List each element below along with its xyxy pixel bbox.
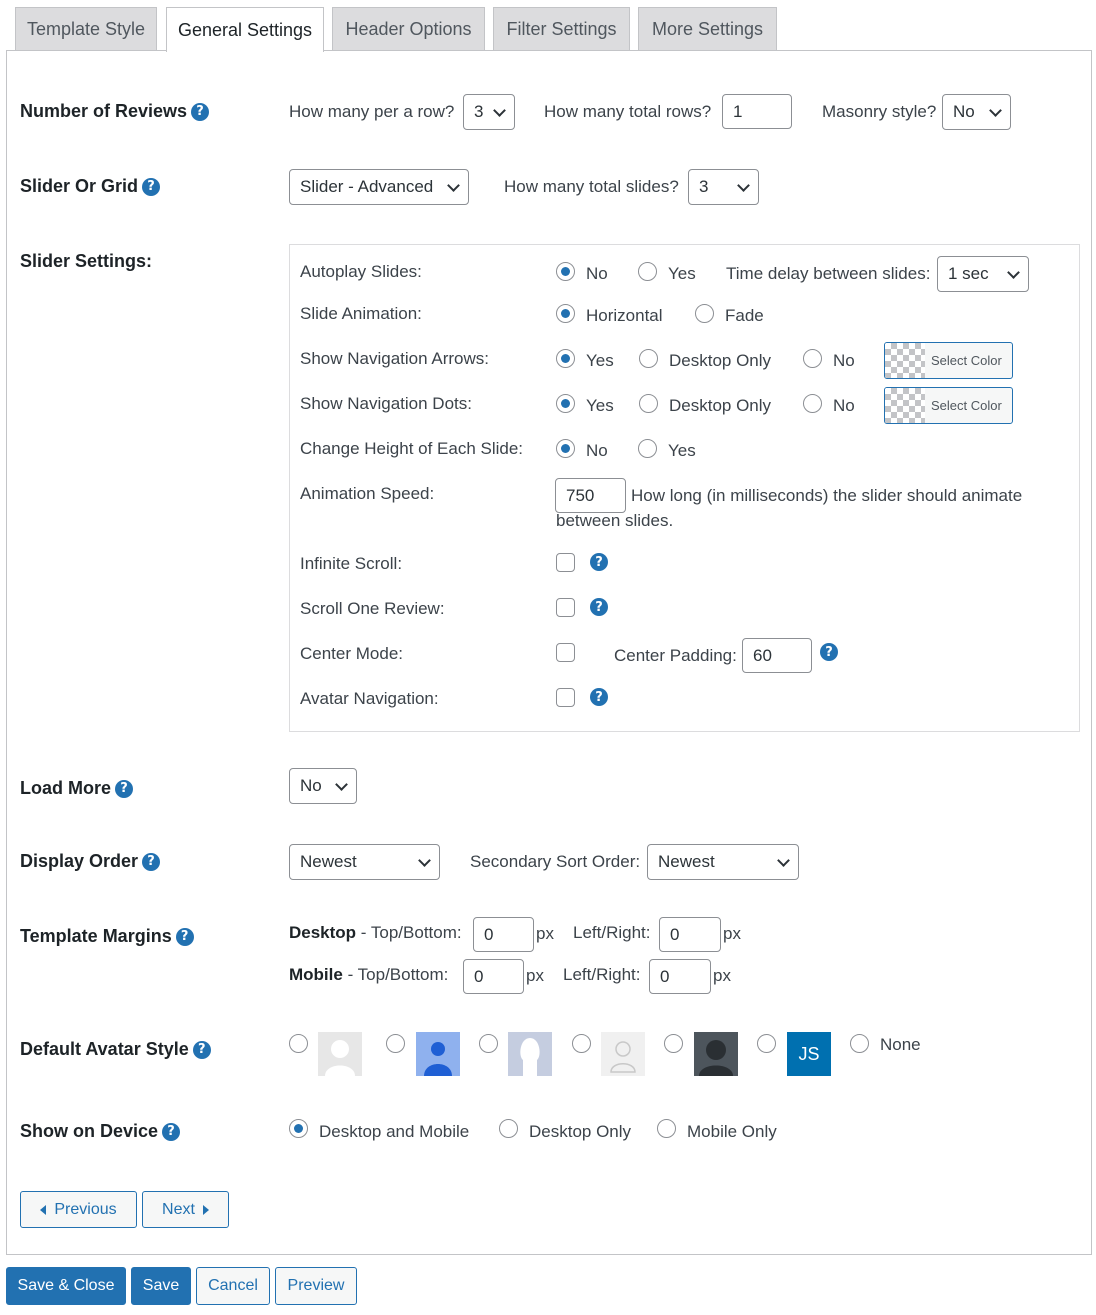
delay-select[interactable] <box>937 256 1029 292</box>
unit-label: px <box>536 924 554 943</box>
nav-arrows-no-label: No <box>833 351 855 370</box>
label-text: Template Margins <box>20 926 172 946</box>
desktop-left-right-input[interactable] <box>659 917 721 952</box>
delay-label: Time delay between slides: <box>726 264 931 283</box>
center-mode-checkbox[interactable] <box>556 643 575 662</box>
show-on-device-label <box>20 1121 180 1142</box>
help-icon[interactable]: ? <box>142 853 160 871</box>
label-text: Show on Device <box>20 1121 159 1141</box>
next-button[interactable] <box>142 1191 229 1228</box>
animation-label: Slide Animation: <box>300 304 422 323</box>
label-text: Slider Settings: <box>20 251 153 271</box>
center-mode-label: Center Mode: <box>300 644 403 663</box>
nav-dots-color-button[interactable] <box>884 387 1013 424</box>
avatar-outline-silhouette-icon <box>508 1032 552 1076</box>
animation-speed-desc-2: between slides. <box>556 511 674 530</box>
tab-template-style[interactable] <box>15 7 157 51</box>
input-value: 0 <box>660 966 670 986</box>
display-order-label <box>20 851 160 872</box>
infinite-scroll-label: Infinite Scroll: <box>300 554 403 573</box>
avatar-style-2-radio[interactable] <box>386 1034 405 1053</box>
top-bottom-label: Top/Bottom: <box>357 965 449 984</box>
save-close-button[interactable] <box>6 1267 126 1305</box>
left-right-label: Left/Right: <box>573 923 651 942</box>
center-padding-label: Center Padding: <box>614 646 737 665</box>
avatar-style-3-radio[interactable] <box>479 1034 498 1053</box>
nav-dots-yes-label: Yes <box>586 396 614 415</box>
nav-dots-no-radio[interactable] <box>803 394 822 413</box>
avatar-style-4-radio[interactable] <box>572 1034 591 1053</box>
tab-label: Header Options <box>345 19 472 39</box>
chevron-down-icon <box>1007 266 1020 279</box>
nav-arrows-no-radio[interactable] <box>803 349 822 368</box>
tab-label: General Settings <box>177 19 313 40</box>
select-value: No <box>300 776 322 795</box>
select-value: 3 <box>474 102 484 121</box>
input-value: 750 <box>566 485 595 505</box>
desktop-top-bottom-input[interactable] <box>473 917 534 952</box>
change-height-no-radio[interactable] <box>556 439 575 458</box>
help-icon[interactable]: ? <box>590 598 608 616</box>
avatar-nav-label: Avatar Navigation: <box>300 689 439 708</box>
center-padding-input[interactable] <box>742 638 812 673</box>
avatar-style-6-radio[interactable] <box>757 1034 776 1053</box>
color-button-label: Select Color <box>931 353 1002 368</box>
avatar-light-silhouette-icon <box>601 1032 645 1076</box>
infinite-scroll-checkbox[interactable] <box>556 553 575 572</box>
nav-arrows-desktop-radio[interactable] <box>639 349 658 368</box>
animation-speed-desc: How long (in milliseconds) the slider should animate <box>631 486 1023 505</box>
slider-settings-label <box>20 251 152 272</box>
display-order-select[interactable] <box>289 844 440 880</box>
button-label: Save <box>142 1277 180 1294</box>
default-avatar-label <box>20 1039 211 1060</box>
mobile-label: Mobile <box>289 965 343 984</box>
avatar-style-1-radio[interactable] <box>289 1034 308 1053</box>
masonry-label: Masonry style? <box>822 102 937 121</box>
chevron-down-icon <box>335 778 348 791</box>
label-text: Slider Or Grid <box>20 176 139 196</box>
mobile-left-right-input[interactable] <box>649 959 711 994</box>
label-text: Number of Reviews <box>20 101 188 121</box>
tab-more-settings[interactable] <box>638 7 777 51</box>
nav-dots-desktop-label: Desktop Only <box>669 396 772 415</box>
help-icon[interactable]: ? <box>590 688 608 706</box>
color-button-label: Select Color <box>931 398 1002 413</box>
unit-label: px <box>713 966 731 985</box>
help-icon[interactable]: ? <box>142 178 160 196</box>
color-swatch <box>885 388 925 423</box>
slider-settings-box <box>289 244 1080 732</box>
input-value: 1 <box>733 101 743 121</box>
chevron-down-icon <box>418 854 431 867</box>
button-label: Cancel <box>208 1277 258 1294</box>
autoplay-no-radio[interactable] <box>556 262 575 281</box>
device-desktop-radio[interactable] <box>499 1119 518 1138</box>
tab-label: Template Style <box>26 19 146 39</box>
tab-general-settings[interactable] <box>166 7 324 52</box>
avatar-none-label: None <box>880 1035 921 1054</box>
animation-speed-label: Animation Speed: <box>300 484 435 503</box>
autoplay-yes-label: Yes <box>668 264 696 283</box>
top-bottom-label: Top/Bottom: <box>370 923 462 942</box>
animation-horizontal-label: Horizontal <box>586 306 663 325</box>
help-icon[interactable]: ? <box>590 553 608 571</box>
per-row-label: How many per a row? <box>289 102 455 121</box>
avatar-none-radio[interactable] <box>850 1034 869 1053</box>
input-value: 0 <box>474 966 484 986</box>
nav-arrows-yes-radio[interactable] <box>556 349 575 368</box>
mobile-margins-label <box>289 965 448 985</box>
preview-button[interactable] <box>275 1267 357 1305</box>
dash: - <box>356 923 371 942</box>
chevron-down-icon <box>777 854 790 867</box>
autoplay-label: Autoplay Slides: <box>300 262 422 281</box>
select-value: 1 sec <box>948 264 989 283</box>
scroll-one-label: Scroll One Review: <box>300 599 445 618</box>
total-slides-select[interactable] <box>688 169 759 205</box>
scroll-one-checkbox[interactable] <box>556 598 575 617</box>
desktop-margins-label <box>289 923 462 943</box>
nav-arrows-yes-label: Yes <box>586 351 614 370</box>
input-value: 0 <box>670 924 680 944</box>
change-height-yes-label: Yes <box>668 441 696 460</box>
nav-dots-no-label: No <box>833 396 855 415</box>
cancel-button[interactable] <box>196 1267 270 1305</box>
nav-arrows-label: Show Navigation Arrows: <box>300 349 489 368</box>
nav-dots-desktop-radio[interactable] <box>639 394 658 413</box>
chevron-down-icon <box>989 104 1002 117</box>
change-height-label: Change Height of Each Slide: <box>300 439 524 458</box>
select-value: No <box>953 102 975 121</box>
caret-left-icon <box>40 1205 46 1215</box>
tab-filter-settings[interactable] <box>493 7 630 51</box>
load-more-select[interactable] <box>289 768 357 804</box>
animation-fade-radio[interactable] <box>695 304 714 323</box>
chevron-down-icon <box>493 104 506 117</box>
mobile-top-bottom-input[interactable] <box>463 959 524 994</box>
avatar-gray-silhouette-icon <box>318 1032 362 1076</box>
total-rows-label: How many total rows? <box>544 102 712 121</box>
avatar-blue-person-icon <box>416 1032 460 1076</box>
load-more-label <box>20 778 133 799</box>
per-row-select[interactable] <box>463 94 515 130</box>
autoplay-no-label: No <box>586 264 608 283</box>
chevron-down-icon <box>737 179 750 192</box>
nav-dots-yes-radio[interactable] <box>556 394 575 413</box>
unit-label: px <box>526 966 544 985</box>
save-button[interactable] <box>131 1267 191 1305</box>
device-both-radio[interactable] <box>289 1119 308 1138</box>
help-icon[interactable]: ? <box>191 103 209 121</box>
device-mobile-radio[interactable] <box>657 1119 676 1138</box>
button-label: Previous <box>54 1200 117 1218</box>
slider-or-grid-select[interactable] <box>289 169 469 205</box>
button-label: Save & Close <box>17 1277 115 1294</box>
tab-label: Filter Settings <box>506 19 617 39</box>
desktop-label: Desktop <box>289 923 357 942</box>
number-of-reviews-label <box>20 101 209 122</box>
caret-right-icon <box>203 1205 209 1215</box>
animation-speed-input[interactable] <box>555 478 626 513</box>
template-margins-label <box>20 926 194 947</box>
slider-or-grid-label <box>20 176 160 197</box>
button-label: Next <box>162 1200 195 1218</box>
unit-label: px <box>723 924 741 943</box>
change-height-no-label: No <box>586 441 608 460</box>
dash: - <box>342 965 358 984</box>
select-value: Newest <box>300 852 357 871</box>
nav-arrows-color-button[interactable] <box>884 342 1013 379</box>
left-right-label: Left/Right: <box>563 965 641 984</box>
select-value: Newest <box>658 852 715 871</box>
nav-dots-label: Show Navigation Dots: <box>300 394 472 413</box>
tab-header-options[interactable] <box>332 7 485 51</box>
avatar-initials-icon <box>787 1032 831 1076</box>
label-text: Display Order <box>20 851 139 871</box>
help-icon[interactable]: ? <box>820 643 838 661</box>
change-height-yes-radio[interactable] <box>638 439 657 458</box>
previous-button[interactable] <box>20 1191 137 1228</box>
settings-panel <box>6 50 1092 1255</box>
total-rows-input[interactable] <box>722 94 792 129</box>
avatar-nav-checkbox[interactable] <box>556 688 575 707</box>
chevron-down-icon <box>447 179 460 192</box>
help-icon[interactable]: ? <box>176 928 194 946</box>
help-icon[interactable]: ? <box>115 780 133 798</box>
tab-label: More Settings <box>651 19 764 39</box>
initials-text: JS <box>798 1043 820 1064</box>
input-value: 60 <box>753 645 772 665</box>
select-value: Slider - Advanced <box>300 177 434 196</box>
help-icon[interactable]: ? <box>193 1041 211 1059</box>
avatar-dark-silhouette-icon <box>694 1032 738 1076</box>
secondary-sort-select[interactable] <box>647 844 799 880</box>
help-icon[interactable]: ? <box>162 1123 180 1141</box>
button-label: Preview <box>287 1277 345 1294</box>
input-value: 0 <box>484 924 494 944</box>
device-desktop-label: Desktop Only <box>529 1122 632 1141</box>
masonry-select[interactable] <box>942 94 1011 130</box>
autoplay-yes-radio[interactable] <box>638 262 657 281</box>
device-both-label: Desktop and Mobile <box>319 1122 470 1141</box>
secondary-sort-label: Secondary Sort Order: <box>470 852 641 871</box>
avatar-style-5-radio[interactable] <box>664 1034 683 1053</box>
nav-arrows-desktop-label: Desktop Only <box>669 351 772 370</box>
animation-fade-label: Fade <box>725 306 764 325</box>
device-mobile-label: Mobile Only <box>687 1122 777 1141</box>
total-slides-label: How many total slides? <box>504 177 679 196</box>
label-text: Default Avatar Style <box>20 1039 189 1059</box>
select-value: 3 <box>699 177 709 196</box>
color-swatch <box>885 343 925 378</box>
label-text: Load More <box>20 778 112 798</box>
animation-horizontal-radio[interactable] <box>556 304 575 323</box>
